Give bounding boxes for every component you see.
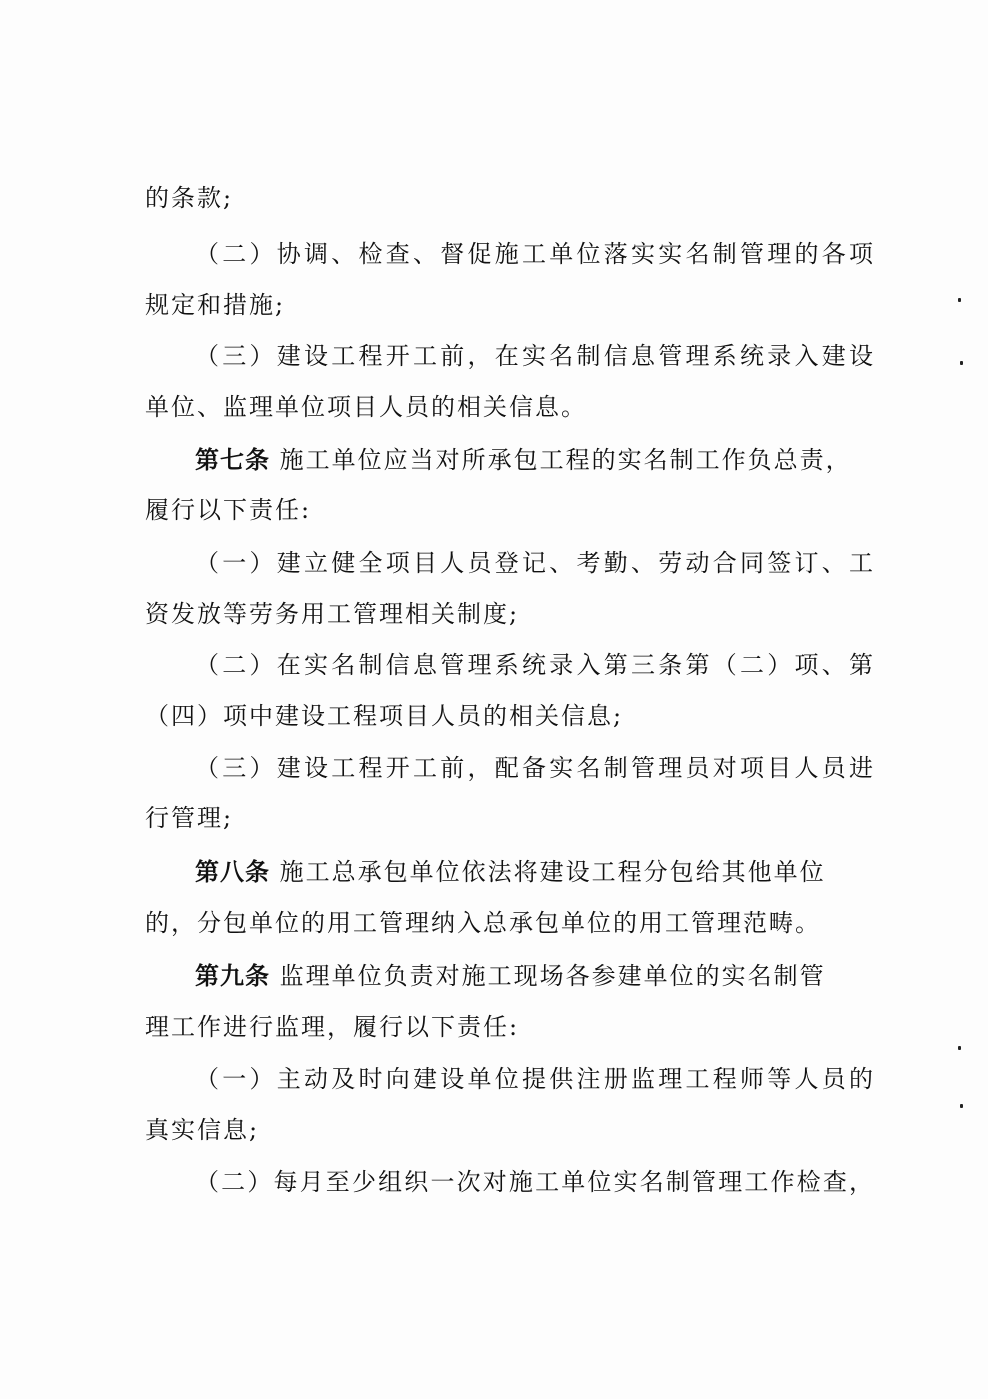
text-line <box>195 1166 875 1198</box>
line-text: 施工总承包单位依法将建设工程分包给其他单位 <box>279 858 826 886</box>
line-text: （一）建立健全项目人员登记、考勤、劳动合同签订、工 <box>195 549 875 577</box>
text-line <box>145 391 875 423</box>
line-text: 行管理; <box>145 804 234 832</box>
text-line <box>195 238 875 270</box>
text-line <box>145 598 875 630</box>
article-number: 第七条 <box>195 445 270 474</box>
line-text: 的，分包单位的用工管理纳入总承包单位的用工管理范畴。 <box>145 909 821 937</box>
text-line <box>195 340 875 372</box>
article-number: 第八条 <box>195 857 270 886</box>
text-line <box>145 1114 875 1146</box>
line-text: 的条款; <box>145 184 234 212</box>
text-line <box>145 802 875 834</box>
text-line <box>145 700 875 732</box>
line-text: 真实信息; <box>145 1116 260 1144</box>
line-text: （二）每月至少组织一次对施工单位实名制管理工作检查， <box>195 1168 875 1196</box>
scan-speck <box>960 361 963 365</box>
text-line <box>145 907 875 939</box>
scan-speck <box>958 298 961 302</box>
line-text: 单位、监理单位项目人员的相关信息。 <box>145 393 587 421</box>
text-line <box>195 547 875 579</box>
line-text: 监理单位负责对施工现场各参建单位的实名制管 <box>279 962 826 990</box>
scan-speck <box>958 1046 961 1050</box>
line-text: （三）建设工程开工前，在实名制信息管理系统录入建设 <box>195 342 875 370</box>
article-7-line <box>195 444 875 476</box>
line-text: 履行以下责任: <box>145 496 312 524</box>
line-text: （四）项中建设工程项目人员的相关信息; <box>145 702 624 730</box>
line-text: （三）建设工程开工前，配备实名制管理员对项目人员进 <box>195 754 875 782</box>
line-text: （二）协调、检查、督促施工单位落实实名制管理的各项 <box>195 240 875 268</box>
scan-speck <box>960 1104 963 1108</box>
line-text: 理工作进行监理，履行以下责任: <box>145 1013 520 1041</box>
text-line <box>195 649 875 681</box>
line-text: （一）主动及时向建设单位提供注册监理工程师等人员的 <box>195 1065 875 1093</box>
text-line <box>195 1063 875 1095</box>
text-line <box>145 289 875 321</box>
text-line <box>145 494 875 526</box>
line-text: 施工单位应当对所承包工程的实名制工作负总责， <box>279 446 852 474</box>
article-9-line <box>195 960 875 992</box>
text-line <box>145 182 875 214</box>
article-8-line <box>195 856 875 888</box>
line-text: 资发放等劳务用工管理相关制度; <box>145 600 520 628</box>
article-number: 第九条 <box>195 961 270 990</box>
line-text: 规定和措施; <box>145 291 286 319</box>
line-text: （二）在实名制信息管理系统录入第三条第（二）项、第 <box>195 651 875 679</box>
text-line <box>195 752 875 784</box>
text-line <box>145 1011 875 1043</box>
